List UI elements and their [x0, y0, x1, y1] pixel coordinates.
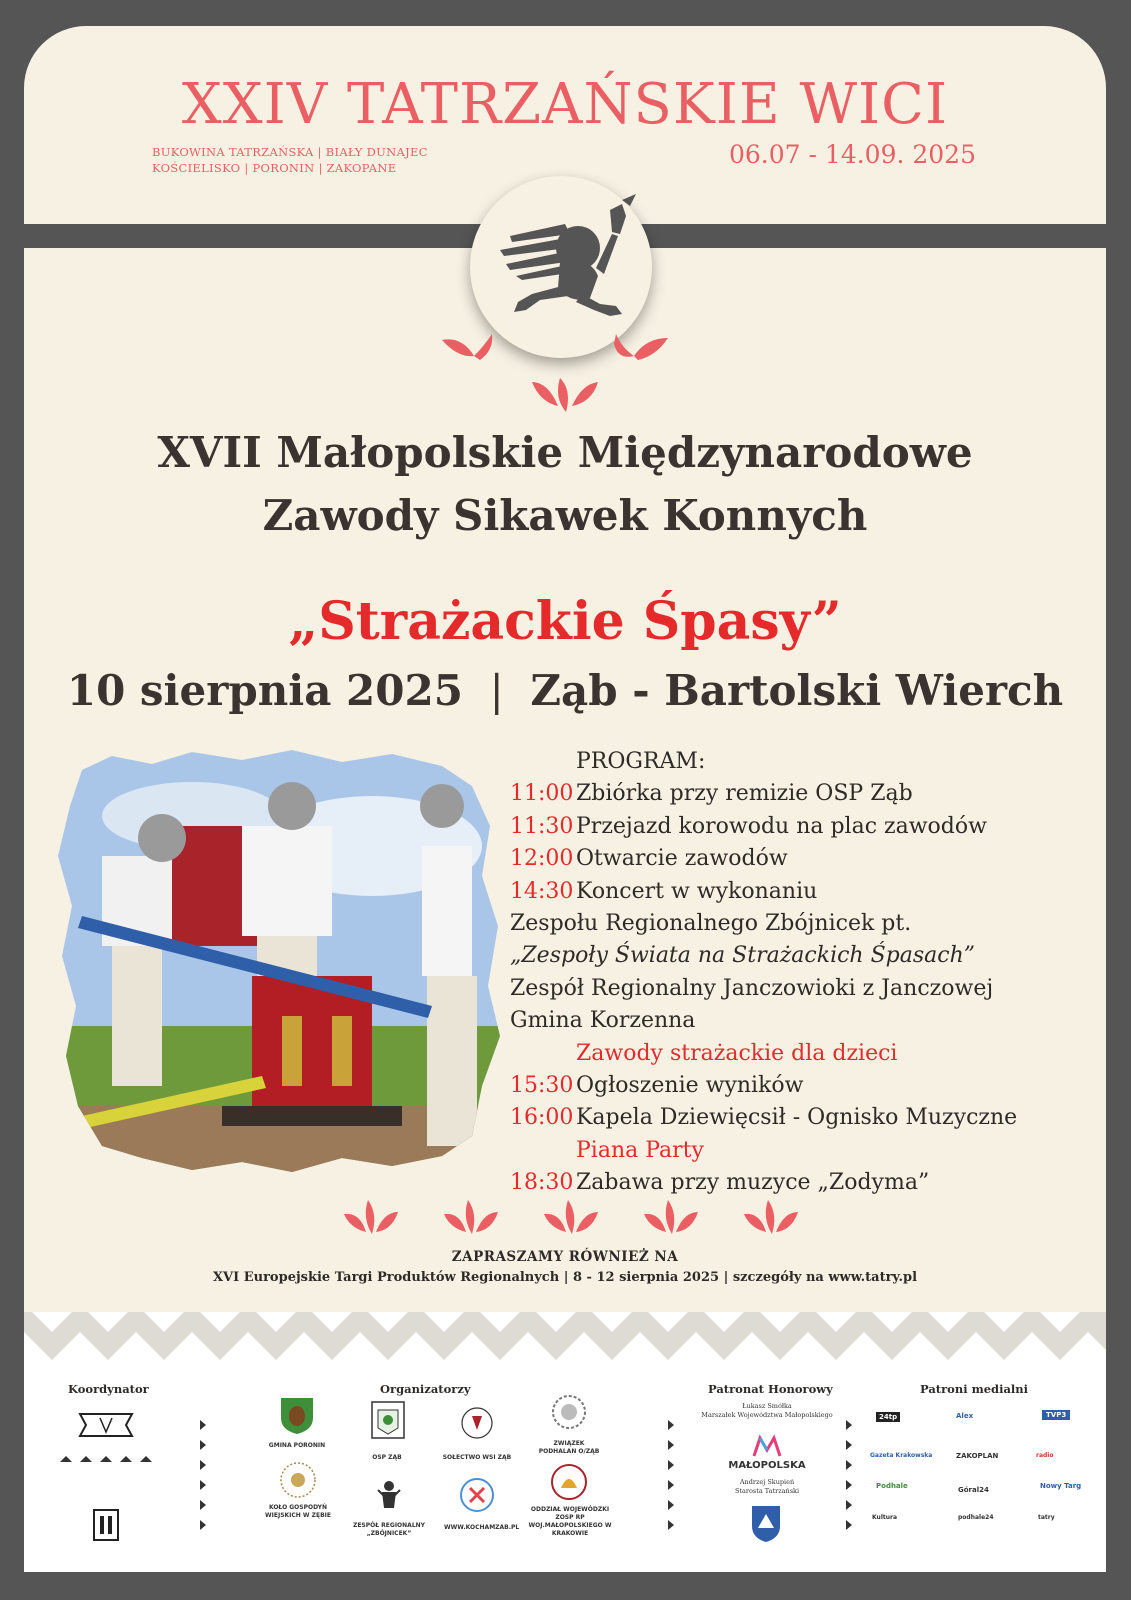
org-label-poronin: GMINA PORONIN	[268, 1442, 326, 1449]
event-line-2: Zawody Sikawek Konnych	[262, 491, 868, 540]
program-item	[510, 843, 1090, 875]
poster	[24, 26, 1106, 1572]
sponsors-footer	[24, 1360, 1106, 1572]
program-item	[510, 1005, 1090, 1037]
media-gazeta: Gazeta Krakowska	[870, 1452, 933, 1459]
divider-arrow	[668, 1460, 674, 1470]
organizatorzy-label: Organizatorzy	[380, 1382, 471, 1396]
festival-dates: 06.07 - 14.09. 2025	[729, 140, 976, 169]
program-text: Zawody strażackie dla dzieci	[576, 1040, 898, 1066]
program-time: 18:30	[510, 1170, 574, 1196]
program-text: Zbiórka przy remizie OSP Ząb	[576, 781, 913, 807]
program-item	[510, 908, 1090, 940]
coordinator-emblem	[90, 1508, 122, 1542]
org-label-solectwo: SOŁECTWO WSI ZĄB	[442, 1454, 512, 1461]
divider-arrow	[668, 1520, 674, 1530]
patron-person-2: Andrzej Skupień	[739, 1478, 795, 1486]
event-date-place	[24, 666, 1106, 715]
media-kultura: Kultura	[872, 1514, 898, 1521]
patron-person-1: Łukasz Smółka	[742, 1402, 792, 1410]
org-label-zbojnicek: ZESPÓŁ REGIONALNY „ZBÓJNICEK”	[352, 1522, 426, 1537]
divider-arrow	[846, 1420, 852, 1430]
program-time: 14:30	[510, 878, 574, 904]
places-line-1: BUKOWINA TATRZAŃSKA | BIAŁY DUNAJEC	[152, 145, 428, 159]
zwiazek-podhalan-icon	[550, 1390, 588, 1434]
poronin-crest-icon	[279, 1396, 315, 1436]
program-item	[510, 940, 1090, 972]
program-item	[510, 1038, 1090, 1070]
divider-arrow	[668, 1440, 674, 1450]
program-item	[510, 1070, 1090, 1102]
divider-arrow	[846, 1480, 852, 1490]
koordynator-label: Koordynator	[68, 1382, 149, 1396]
program-text: Zespołu Regionalnego Zbójnicek pt.	[510, 910, 912, 936]
powiat-crest-icon	[750, 1504, 782, 1544]
patronat-label: Patronat Honorowy	[708, 1382, 833, 1396]
divider-arrow	[200, 1420, 206, 1430]
program-text: Zabawa przy muzyce „Zodyma”	[576, 1170, 930, 1196]
date-separator: |	[489, 666, 504, 715]
malopolska-label: MAŁOPOLSKA	[728, 1460, 806, 1471]
bottom-ornament	[334, 1198, 804, 1238]
program-text: Gmina Korzenna	[510, 1008, 696, 1034]
divider-arrow	[200, 1520, 206, 1530]
program-item	[510, 778, 1090, 810]
kgw-icon	[278, 1460, 318, 1500]
program-text: Zespół Regionalny Janczowioki z Janczowej	[510, 975, 994, 1001]
invite-heading: ZAPRASZAMY RÓWNIEŻ NA	[451, 1249, 679, 1265]
program-time: 11:30	[510, 813, 574, 839]
program-time: 16:00	[510, 1105, 574, 1131]
zigzag-border	[24, 1304, 1106, 1364]
program-text: Ogłoszenie wyników	[576, 1072, 804, 1098]
program-text: Koncert w wykonaniu	[576, 878, 818, 904]
program-text: Piana Party	[576, 1137, 704, 1163]
media-24tp: 24tp	[876, 1412, 900, 1422]
program-item	[510, 1102, 1090, 1134]
divider-arrow	[200, 1500, 206, 1510]
media-tvp3: TVP3	[1042, 1410, 1070, 1420]
divider-arrow	[200, 1440, 206, 1450]
media-nowy-targ: Nowy Targ	[1040, 1482, 1082, 1490]
program-item	[510, 1135, 1090, 1167]
program-heading: PROGRAM:	[576, 749, 706, 774]
org-label-kgw: KOŁO GOSPODYŃ WIEJSKICH W ZĘBIE	[265, 1504, 331, 1519]
divider-arrow	[846, 1460, 852, 1470]
program-item	[510, 973, 1090, 1005]
media-zakoplan: ZAKOPLAN	[956, 1452, 999, 1460]
divider-arrow	[846, 1440, 852, 1450]
program-item	[510, 811, 1090, 843]
media-radio: radio	[1036, 1452, 1054, 1459]
media-podhale24: podhale24	[958, 1514, 994, 1521]
divider-arrow	[668, 1500, 674, 1510]
media-goral24: Góral24	[958, 1486, 989, 1494]
divider-arrow	[200, 1460, 206, 1470]
program-item	[510, 876, 1090, 908]
kochamzab-icon	[458, 1476, 496, 1514]
event-place: Ząb - Bartolski Wierch	[530, 666, 1064, 715]
divider-arrow	[668, 1420, 674, 1430]
firefighters-photo	[42, 726, 512, 1196]
triangle-divider	[60, 1454, 152, 1464]
event-line-1: XVII Małopolskie Międzynarodowe	[157, 428, 973, 477]
program-text: Otwarcie zawodów	[576, 846, 788, 872]
org-label-osp: OSP ZĄB	[372, 1454, 402, 1461]
media-tatry: tatry	[1038, 1514, 1055, 1521]
event-date: 10 sierpnia 2025	[66, 666, 463, 715]
solectwo-icon	[460, 1404, 494, 1442]
top-ornament	[432, 326, 702, 416]
osp-zab-icon	[370, 1400, 406, 1440]
program	[510, 746, 1090, 1199]
org-label-zosp: ODDZIAŁ WOJEWÓDZKI ZOSP RP WOJ.MAŁOPOLSKIEGO W KRAKOWIE	[528, 1506, 612, 1537]
media-podhale: Podhale	[876, 1482, 908, 1490]
divider-arrow	[846, 1520, 852, 1530]
org-label-zwiazek: ZWIĄZEK PODHALAN O/ZĄB	[538, 1440, 600, 1455]
divider-arrow	[668, 1480, 674, 1490]
event-name: „Strażackie Śpasy”	[288, 591, 842, 652]
coordinator-logo	[76, 1410, 136, 1440]
program-time: 12:00	[510, 846, 574, 872]
malopolska-logo-icon	[752, 1434, 782, 1458]
program-text: Przejazd korowodu na plac zawodów	[576, 813, 987, 839]
patron-person-1-role: Marszałek Województwa Małopolskiego	[701, 1411, 833, 1419]
festival-places	[152, 144, 428, 176]
divider-arrow	[846, 1500, 852, 1510]
media-alex: Alex	[956, 1412, 974, 1420]
org-label-kochamzab: WWW.KOCHAMZAB.PL	[444, 1524, 520, 1531]
zosp-rp-icon	[550, 1462, 588, 1504]
zbojnicek-icon	[374, 1478, 404, 1518]
places-line-2: KOŚCIELISKO | PORONIN | ZAKOPANE	[152, 161, 397, 175]
program-item	[510, 1167, 1090, 1199]
program-text: Kapela Dziewięcsił - Ognisko Muzyczne	[576, 1105, 1018, 1131]
divider-arrow	[200, 1480, 206, 1490]
patron-person-2-role: Starosta Tatrzański	[734, 1487, 800, 1495]
invite-details: XVI Europejskie Targi Produktów Regionalnych | 8 - 12 sierpnia 2025 | szczegóły na www.tatry.pl	[212, 1270, 918, 1285]
program-time: 11:00	[510, 781, 574, 807]
program-time: 15:30	[510, 1072, 574, 1098]
program-text: „Zespoły Świata na Strażackich Śpasach”	[510, 943, 975, 969]
festival-title: XXIV TATRZAŃSKIE WICI	[181, 72, 949, 137]
patroni-label: Patroni medialni	[920, 1382, 1029, 1396]
